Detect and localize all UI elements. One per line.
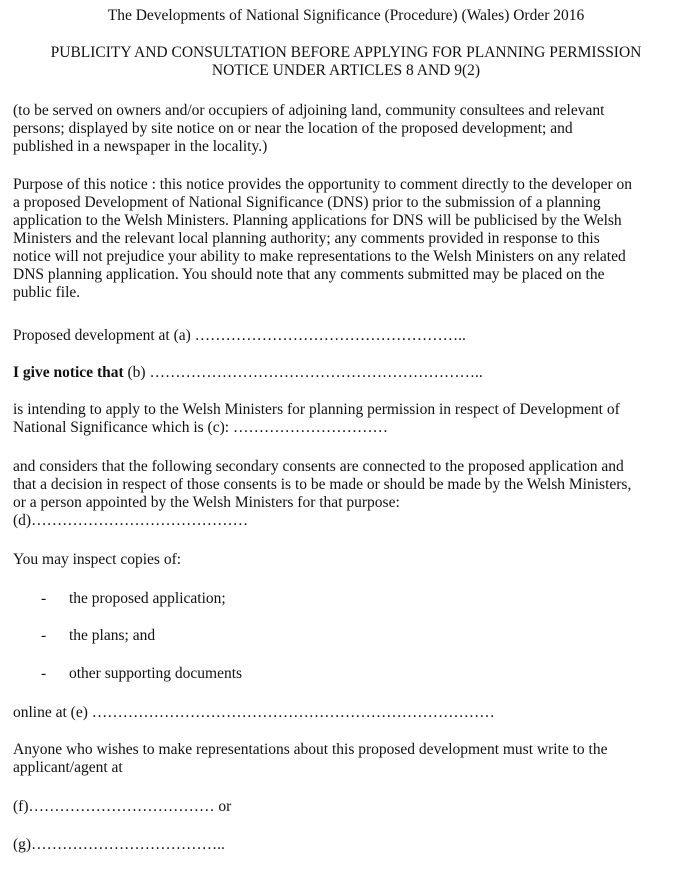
intending-line-1: is intending to apply to the Welsh Ministers for planning permission in respect of Development of <box>13 401 620 418</box>
secondary-consents-line: that a decision in respect of those consents is to be made or should be made by the Welsh Ministers, <box>13 476 632 493</box>
list-item: the plans; and <box>69 627 156 644</box>
heading-line-2: NOTICE UNDER ARTICLES 8 AND 9(2) <box>211 62 481 79</box>
address-f-field: (f)……………………………… or <box>13 798 232 815</box>
purpose-line: notice will not prejudice your ability to make representations to the Welsh Ministers on any related <box>13 248 626 265</box>
intending-line-2: National Significance which is (c): ………………………… <box>13 419 388 436</box>
give-notice-field <box>13 364 483 382</box>
proposed-development-field: Proposed development at (a) …………………………………………….. <box>13 327 466 344</box>
representations-line: applicant/agent at <box>13 759 123 776</box>
order-title: The Developments of National Significance (Procedure) (Wales) Order 2016 <box>107 7 585 24</box>
secondary-consents-line: (d)…………………………………… <box>13 512 249 529</box>
list-item: the proposed application; <box>69 590 226 607</box>
purpose-line: Ministers and the relevant local planning authority; any comments provided in response to this <box>13 230 600 247</box>
purpose-line: DNS planning application. You should note that any comments submitted may be placed on the <box>13 266 605 283</box>
service-note-line: published in a newspaper in the locality.) <box>13 138 268 155</box>
online-at-field: online at (e) …………………………………………………………………… <box>13 704 495 721</box>
purpose-line: public file. <box>13 284 81 301</box>
purpose-line: application to the Welsh Ministers. Planning applications for DNS will be publicised by the Welsh <box>13 212 622 229</box>
secondary-consents-line: and considers that the following secondary consents are connected to the proposed application and <box>13 458 624 475</box>
bullet-dash-icon: - <box>41 590 47 607</box>
bullet-dash-icon: - <box>41 627 47 644</box>
inspect-intro: You may inspect copies of: <box>13 551 182 568</box>
purpose-line: a proposed Development of National Significance (DNS) prior to the submission of a planning <box>13 194 601 211</box>
bullet-dash-icon: - <box>41 665 47 682</box>
service-note-line: persons; displayed by site notice on or near the location of the proposed development; and <box>13 120 573 137</box>
representations-line: Anyone who wishes to make representations about this proposed development must write to the <box>13 741 608 758</box>
list-item: other supporting documents <box>69 665 243 682</box>
secondary-consents-line: or a person appointed by the Welsh Ministers for that purpose: <box>13 494 400 511</box>
purpose-line: Purpose of this notice : this notice provides the opportunity to comment directly to the developer on <box>13 176 633 193</box>
give-notice-label: I give notice that <box>13 364 124 381</box>
heading-line-1: PUBLICITY AND CONSULTATION BEFORE APPLYING FOR PLANNING PERMISSION <box>50 44 642 61</box>
service-note-line: (to be served on owners and/or occupiers of adjoining land, community consultees and relevant <box>13 102 605 119</box>
address-g-field: (g)……………………………….. <box>13 836 225 853</box>
give-notice-blank: (b) ……………………………………………………….. <box>123 364 483 381</box>
